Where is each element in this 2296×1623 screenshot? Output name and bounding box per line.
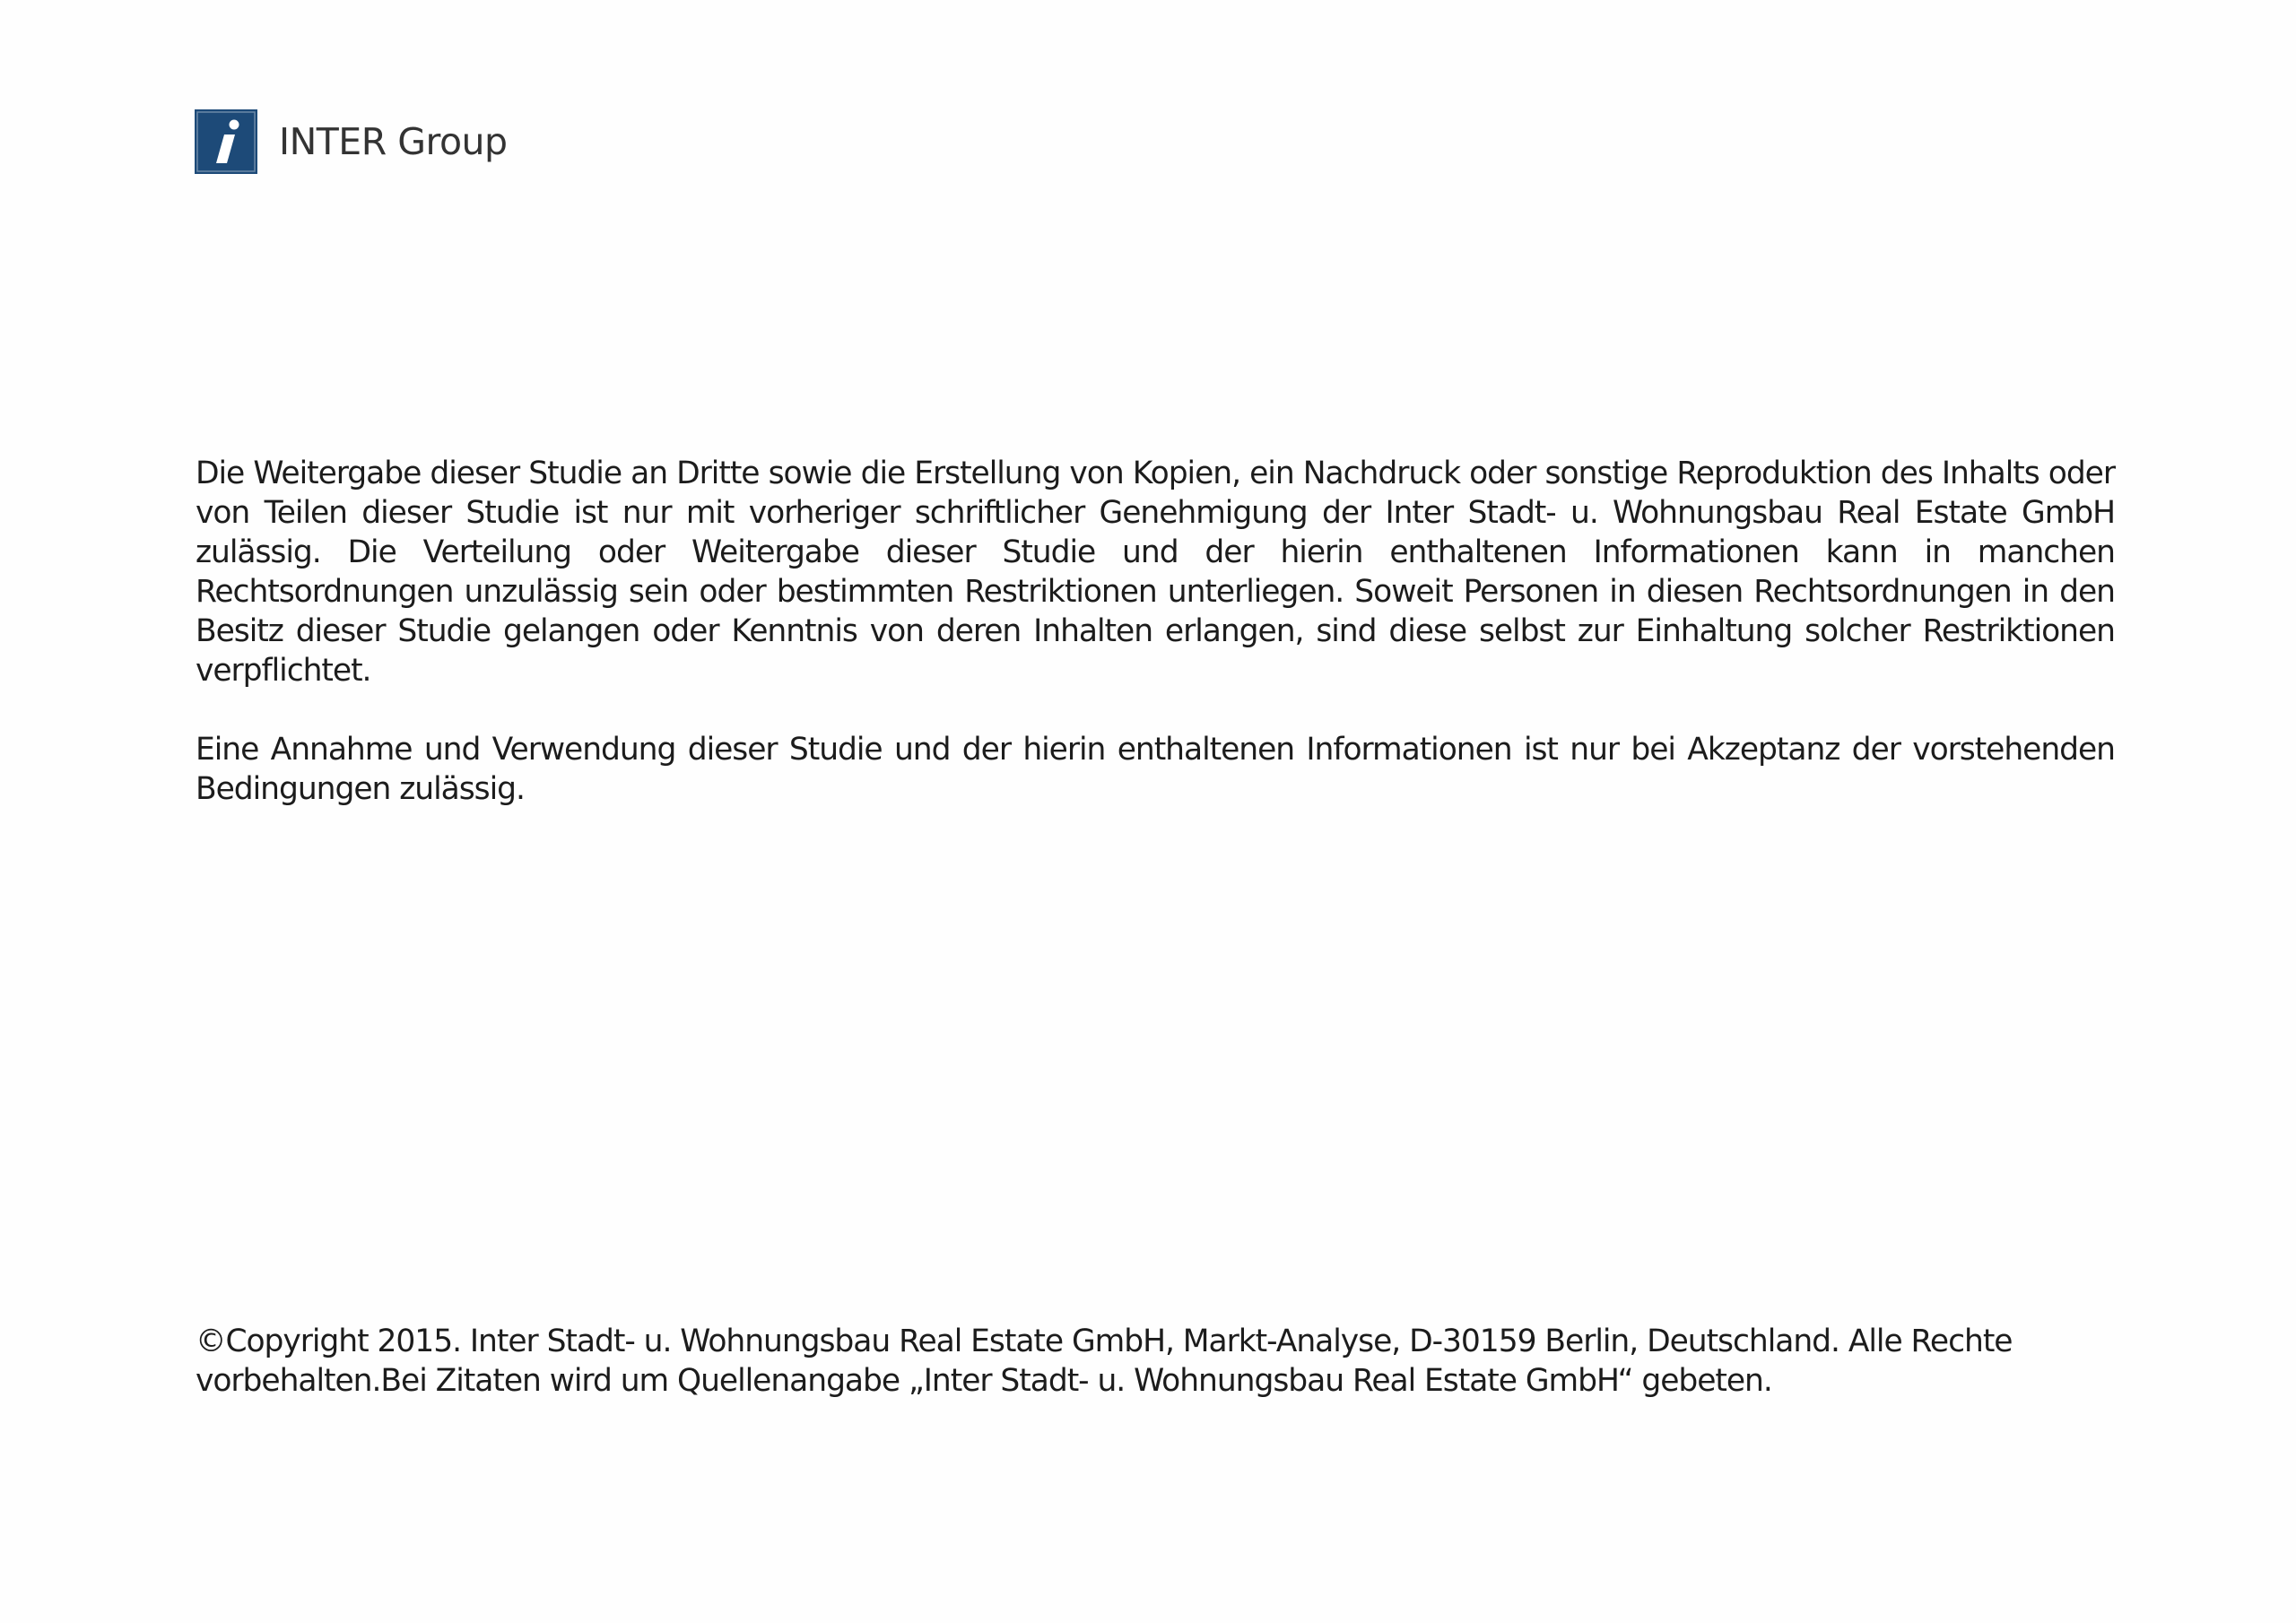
copyright-notice: ©Copyright 2015. Inter Stadt- u. Wohnungsbau Real Estate GmbH, Markt-Analyse, D-30159 Berlin, Deutschland. Alle Rechte vorbehalten.Bei Zitaten wird um Quellenangabe „Inter Stadt- u. Wohnungsbau Real Estate GmbH“ gebeten. (196, 1324, 2013, 1399)
brand-name: INTER Group (279, 120, 508, 163)
inter-group-logo-icon (195, 109, 257, 174)
disclaimer-paragraph: Eine Annahme und Verwendung dieser Studie und der hierin enthaltenen Informationen ist nur bei Akzeptanz der vorstehenden Bedingungen zulässig. (196, 732, 2115, 807)
header (195, 109, 508, 174)
disclaimer-paragraph: Die Weitergabe dieser Studie an Dritte sowie die Erstellung von Kopien, ein Nachdruck oder sonstige Reproduktion des Inhalts oder von Teilen dieser Studie ist nur mit vorheriger schriftlicher Genehmigung der Inter Stadt- u. Wohnungsbau Real Estate GmbH zulässig. Die Verteilung oder Weitergabe dieser Studie und der hierin enthaltenen Informationen kann in manchen Rechtsordnungen unzulässig sein oder bestimmten Restriktionen unterliegen. Soweit Personen in diesen Rechtsordnungen in den Besitz dieser Studie gelangen oder Kenntnis von deren Inhalten erlangen, sind diese selbst zur Einhaltung solcher Restriktionen verpflichtet. (196, 456, 2115, 689)
disclaimer (196, 454, 2115, 809)
